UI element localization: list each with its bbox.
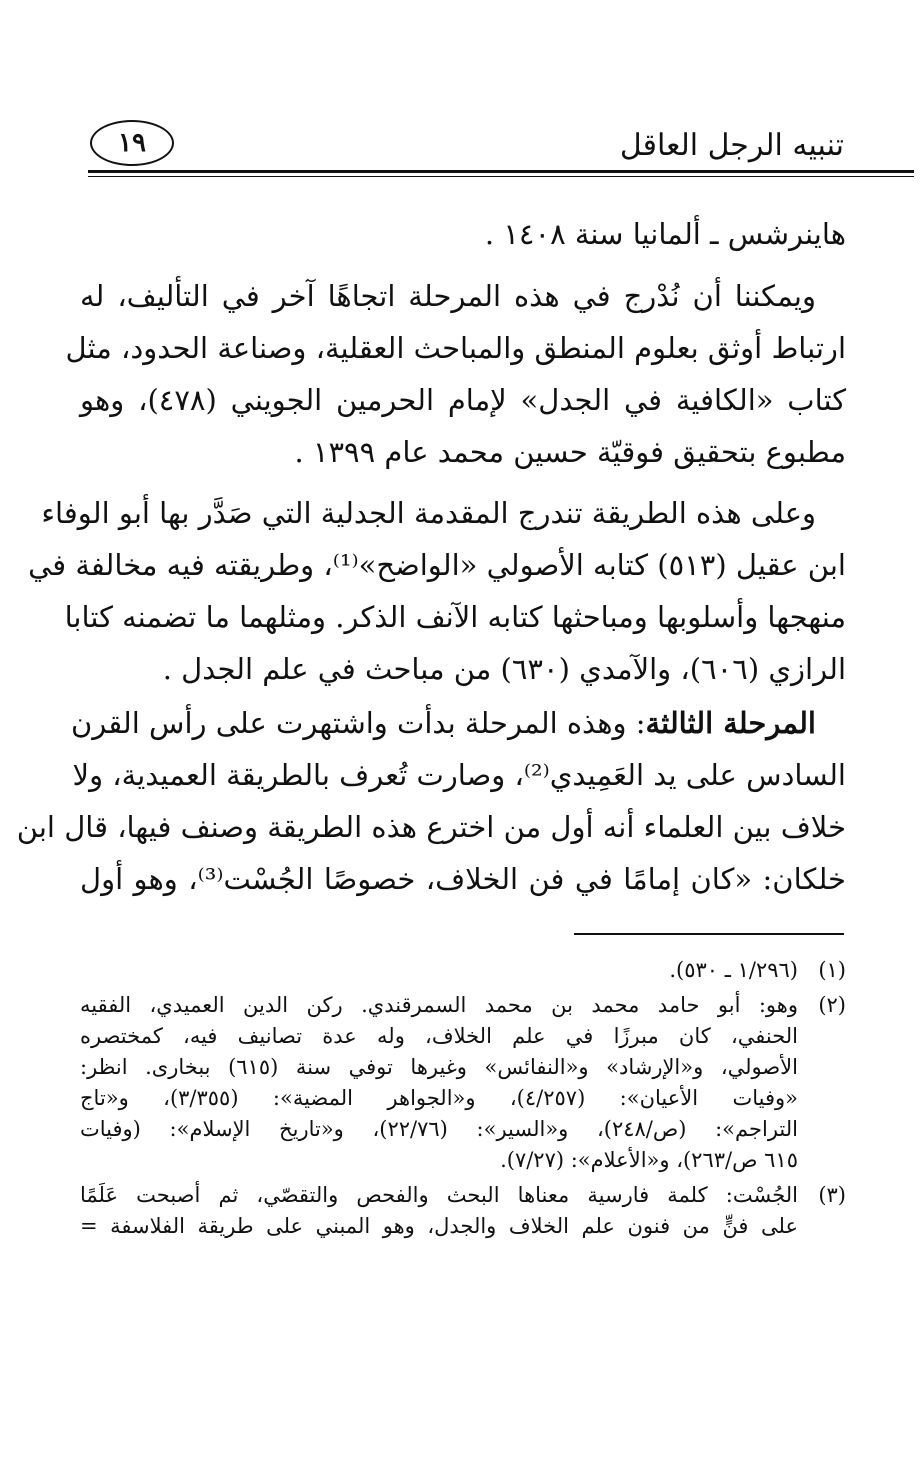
- text-line: ابن عقيل (٥١٣) كتابه الأصولي «الواضح»⁽¹⁾، وطريقته فيه مخالفة في: [28, 548, 846, 582]
- text-line: ارتباط أوثق بعلوم المنطق والمباحث العقلية، وصناعة الحدود، مثل: [65, 331, 846, 365]
- text-line: منهجها وأسلوبها ومباحثها كتابه الآنف الذكر. ومثلهما ما تضمنه كتابا: [64, 600, 846, 634]
- paragraph-2: [65, 270, 847, 478]
- footnote-line: (١/٢٩٦ ـ ٥٣٠).: [669, 958, 798, 982]
- footnotes: [80, 955, 846, 1242]
- paragraph-4: [16, 697, 846, 905]
- footnote-number: (٢): [818, 993, 846, 1017]
- text-line: خلاف بين العلماء أنه أول من اخترع هذه الطريقة وصنف فيها، قال ابن: [16, 810, 846, 844]
- footnote-line: ٦١٥ ص/٢٦٣)، و«الأعلام»: (٧/٢٧).: [500, 1148, 798, 1172]
- paragraph-3: [28, 487, 846, 695]
- footnote-3: [80, 1180, 846, 1242]
- footnote-text: [80, 1180, 798, 1242]
- footnote-separator: [574, 933, 844, 935]
- text-line: كتاب «الكافية في الجدل» لإمام الحرمين الجويني (٤٧٨)، وهو: [80, 383, 847, 417]
- header-rule-thin: [88, 176, 914, 177]
- page-number-oval: [90, 120, 174, 166]
- page-number: ١٩: [118, 128, 146, 158]
- text-fragment: : وهذه المرحلة بدأت واشتهرت على رأس القرن: [70, 706, 646, 740]
- footnote-text: [80, 955, 798, 986]
- footnote-line: «وفيات الأعيان»: (٤/٢٥٧)، و«الجواهر المضية»: (٣/٣٥٥)، و«تاج: [80, 1086, 799, 1110]
- text-line: مطبوع بتحقيق فوقيّة حسين محمد عام ١٣٩٩ .: [294, 435, 846, 469]
- text-line: الرازي (٦٠٦)، والآمدي (٦٣٠) من مباحث في علم الجدل .: [162, 652, 846, 686]
- footnote-number: (١): [818, 958, 846, 982]
- footnote-line: وهو: أبو حامد محمد بن محمد السمرقندي. ركن الدين العميدي، الفقيه: [80, 993, 798, 1017]
- footnote-1: [80, 955, 846, 986]
- running-header-title: تنبيه الرجل العاقل: [619, 128, 844, 163]
- paragraph-1: [80, 208, 846, 260]
- text-line: السادس على يد العَمِيدي⁽²⁾، وصارت تُعرف بالطريقة العميدية، ولا: [72, 758, 846, 792]
- footnote-line: الجُسْت: كلمة فارسية معناها البحث والفحص والتقصّي، ثم أصبحت عَلَمًا: [80, 1183, 798, 1207]
- text-line: هاينرشس ـ ألمانيا سنة ١٤٠٨ .: [484, 217, 846, 251]
- footnote-2: [80, 990, 846, 1176]
- footnote-line: على فنٍّ من فنون علم الخلاف والجدل، وهو المبني على طريقة الفلاسفة =: [80, 1214, 798, 1238]
- header-rule: [88, 170, 914, 173]
- text-line: وعلى هذه الطريقة تندرج المقدمة الجدلية التي صَدَّر بها أبو الوفاء: [41, 496, 816, 530]
- footnote-line: الأصولي، و«الإرشاد» و«النفائس» وغيرها توفي سنة (٦١٥) ببخارى. انظر:: [80, 1055, 798, 1079]
- footnote-line: التراجم»: (ص/٢٤٨)، و«السير»: (٢٢/٧٦)، و«تاريخ الإسلام»: (وفيات: [80, 1117, 798, 1141]
- footnote-number: (٣): [818, 1183, 846, 1207]
- text-line: خلكان: «كان إمامًا في فن الخلاف، خصوصًا الجُسْت⁽³⁾، وهو أول: [80, 862, 846, 896]
- footnote-line: الحنفي، كان مبرزًا في علم الخلاف، وله عدة تصانيف فيه، كمختصره: [80, 1024, 798, 1048]
- section-heading: المرحلة الثالثة: [645, 706, 816, 740]
- footnote-text: [80, 990, 798, 1176]
- text-line: ويمكننا أن نُدْرج في هذه المرحلة اتجاهًا آخر في التأليف، له: [80, 279, 816, 313]
- text-line: [70, 697, 846, 749]
